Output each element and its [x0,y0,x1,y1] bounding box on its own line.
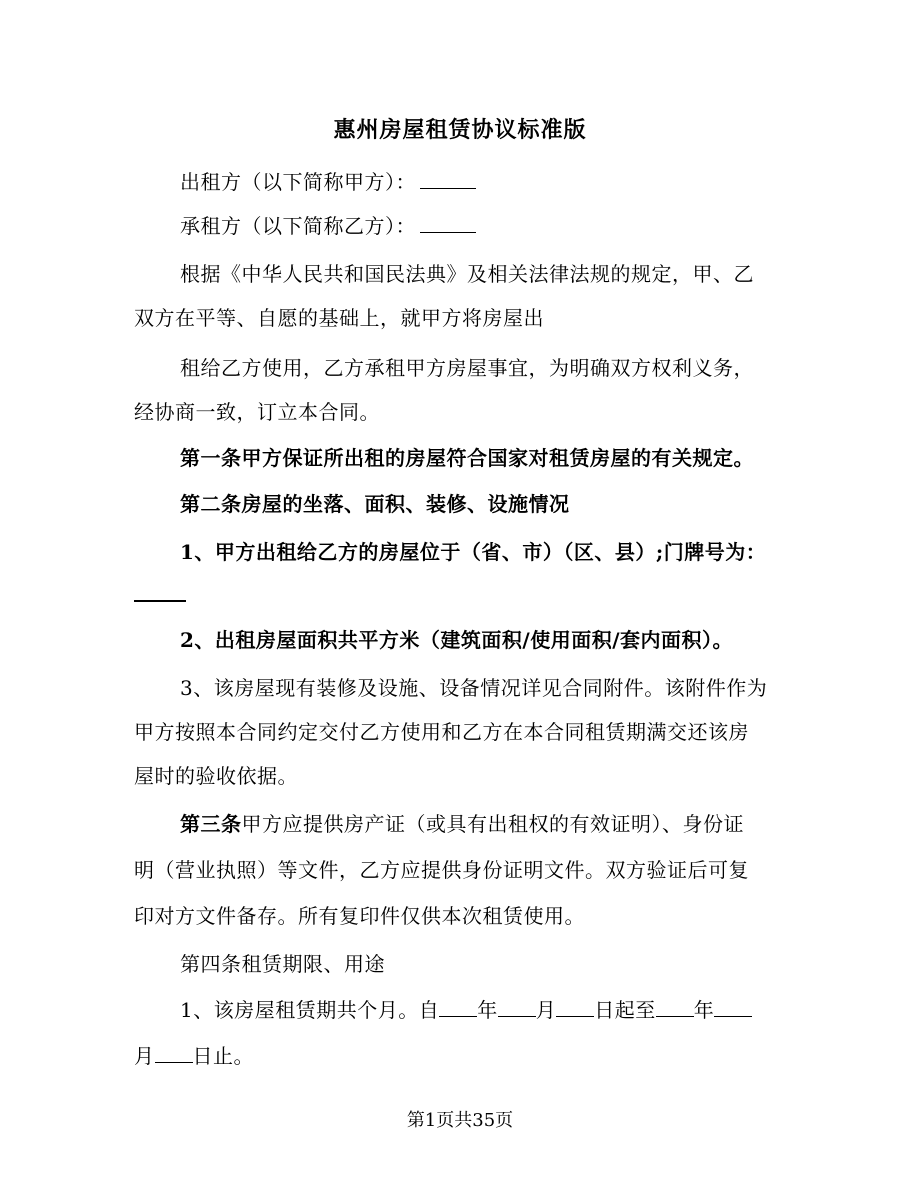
lessee-label: 承租方（以下简称乙方）： [180,214,416,238]
intro-line-4: 经协商一致，订立本合同。 [134,400,380,424]
day-end-label: 日止。 [192,1044,254,1068]
article-3-text: 甲方应提供房产证（或具有出租权的有效证明）、身份证 [241,812,744,836]
intro-line-1: 根据《中华人民共和国民法典》及相关法律法规的规定，甲、乙 [180,262,754,286]
article-4-item-1-line-2 [134,1044,254,1068]
year-label: 年 [477,998,498,1022]
start-year-blank [439,1000,477,1017]
article-2-item-1: 1、甲方出租给乙方的房屋位于（省、市）（区、县）;门牌号为： [180,540,767,564]
article-1: 第一条甲方保证所出租的房屋符合国家对租赁房屋的有关规定。 [180,446,754,470]
lessor-line [180,170,476,194]
page-number-footer: 第1页共35页 [406,1110,514,1131]
end-year-label: 年 [693,998,715,1022]
document-title: 惠州房屋租赁协议标准版 [333,117,587,143]
lessee-line [180,214,476,238]
day-from-label: 日起至 [594,998,656,1022]
article-3-heading: 第三条 [180,812,242,836]
lessee-blank [420,216,476,233]
article-2-heading: 第二条房屋的坐落、面积、装修、设施情况 [180,492,570,516]
article-3-line-2: 明（营业执照）等文件，乙方应提供身份证明文件。双方验证后可复 [134,858,749,882]
start-month-blank [498,1000,536,1017]
article-2-item-2: 2、出租房屋面积共平方米（建筑面积/使用面积/套内面积）。 [180,628,734,652]
article-4-heading: 第四条租赁期限、用途 [180,952,385,976]
article-2-item-3-line-3: 屋时的验收依据。 [134,764,298,788]
article-3-line-1 [180,812,744,836]
article-2-item-3-line-1: 3、该房屋现有装修及设施、设备情况详见合同附件。该附件作为 [180,676,768,700]
door-number-blank [134,598,186,602]
lessor-label: 出租方（以下简称甲方）： [180,170,416,194]
article-3-line-3: 印对方文件备存。所有复印件仅供本次租赁使用。 [134,904,585,928]
start-day-blank [556,1000,594,1017]
lessor-blank [420,172,476,189]
end-year-blank [656,1000,694,1017]
article-4-item-1-line-1 [180,998,752,1022]
article-2-item-3-line-2: 甲方按照本合同约定交付乙方使用和乙方在本合同租赁期满交还该房 [134,720,749,744]
end-day-blank [155,1046,193,1063]
intro-line-3: 租给乙方使用，乙方承租甲方房屋事宜，为明确双方权利义务， [180,356,754,380]
lease-term-prefix: 1、该房屋租赁期共个月。自 [180,998,440,1022]
intro-line-2: 双方在平等、自愿的基础上，就甲方将房屋出 [134,306,544,330]
end-month-label: 月 [134,1044,155,1068]
month-label: 月 [535,998,557,1022]
end-month-blank [714,1000,752,1017]
